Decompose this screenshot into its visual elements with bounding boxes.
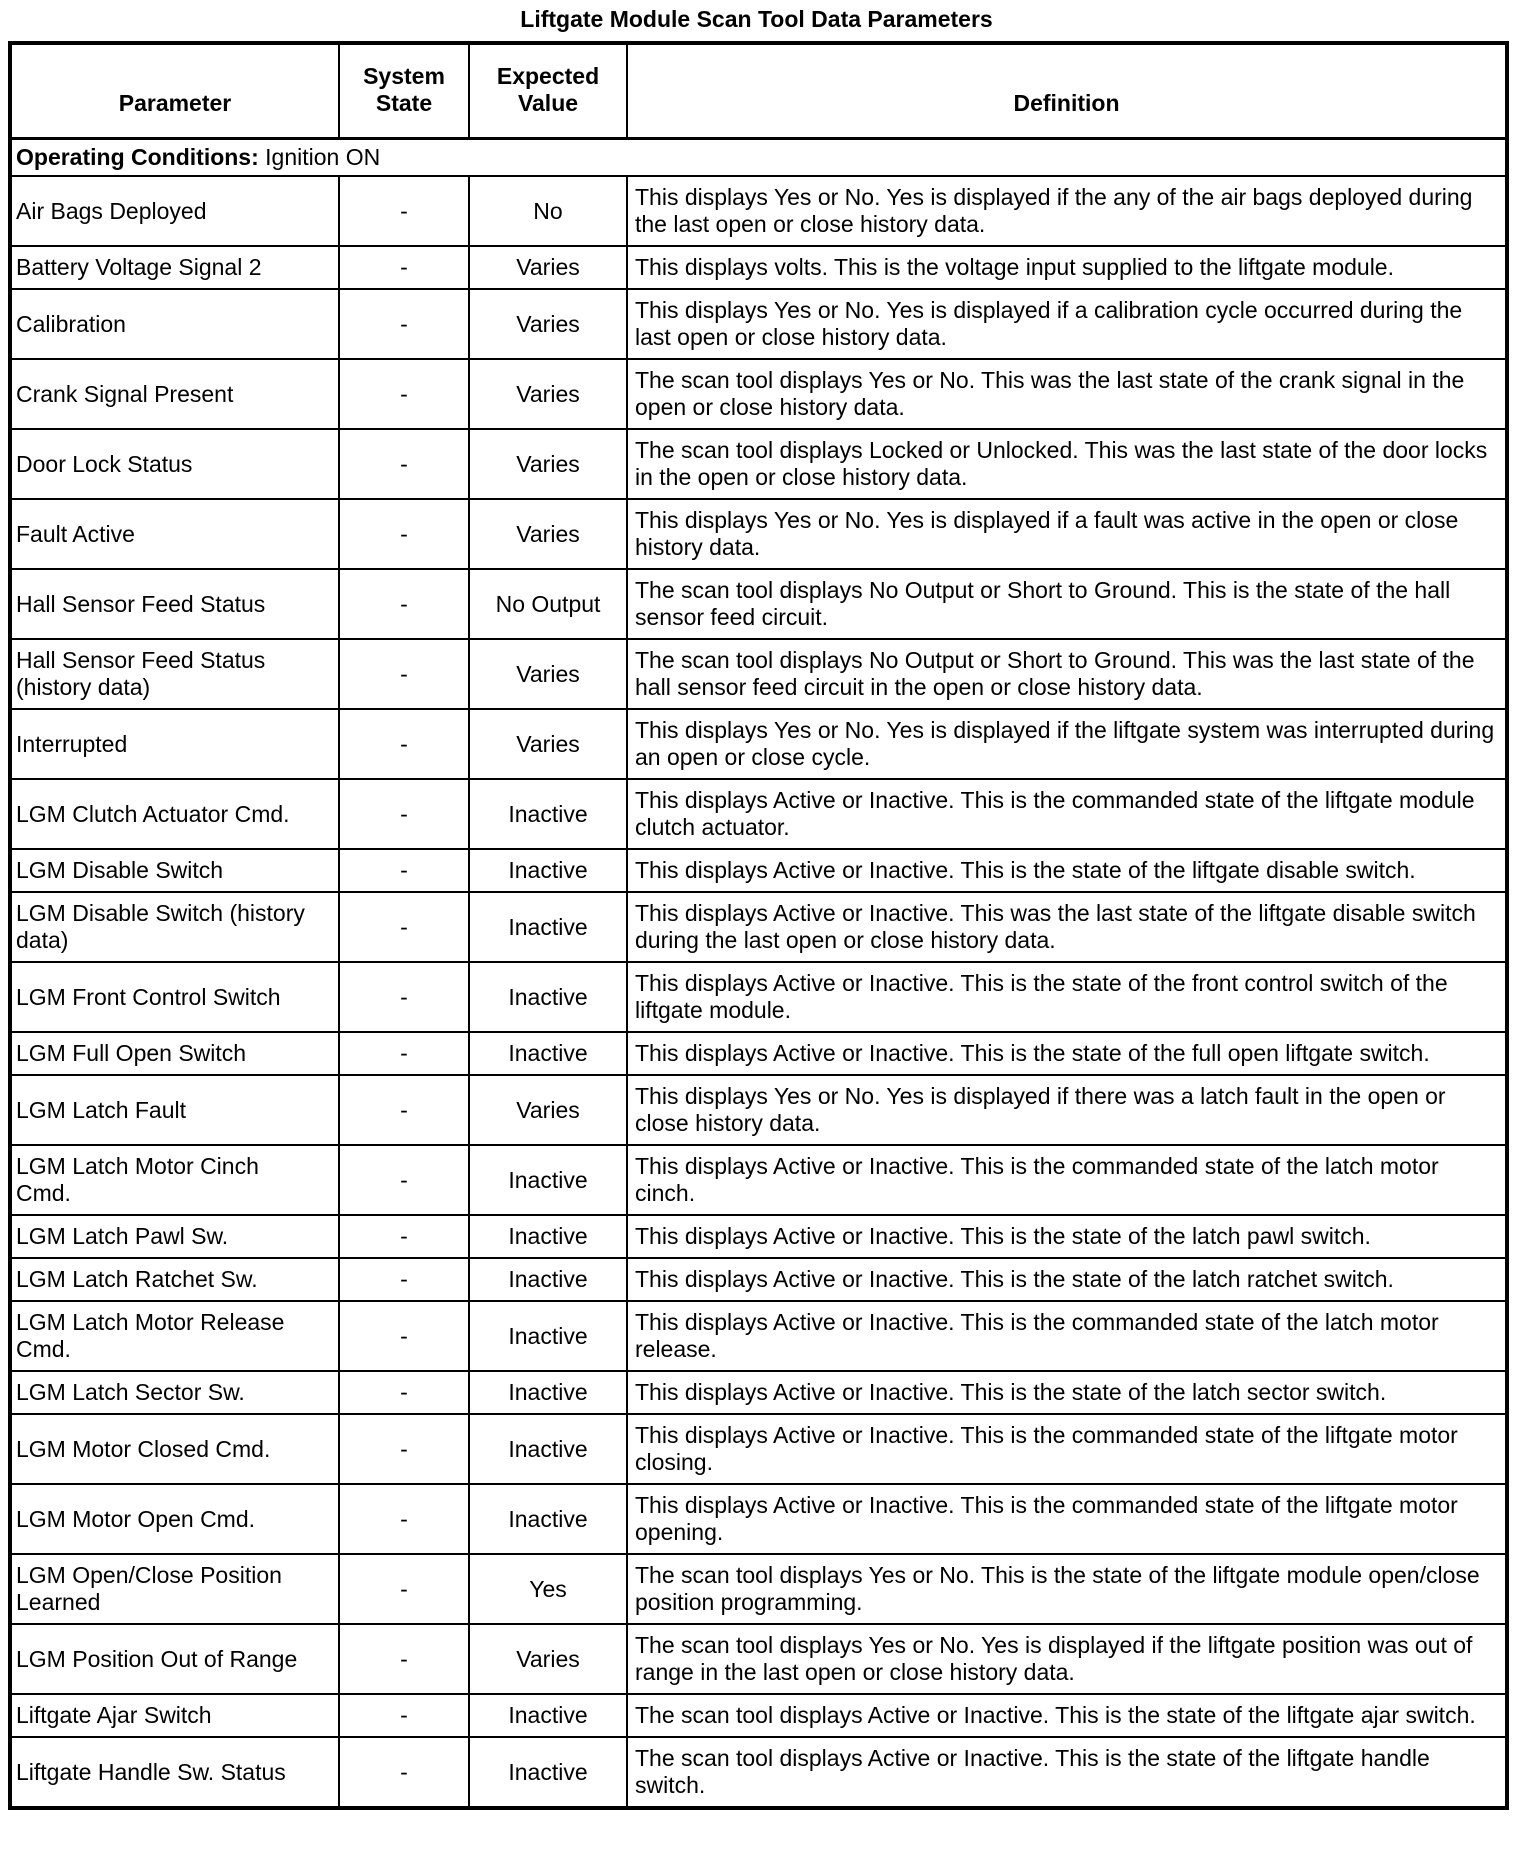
- table-row: [10, 289, 1507, 359]
- system-state-cell: -: [339, 1145, 469, 1215]
- operating-conditions-label: Operating Conditions:: [16, 143, 259, 170]
- system-state-cell: -: [339, 1554, 469, 1624]
- parameter-cell: Interrupted: [10, 709, 339, 779]
- parameter-cell: LGM Front Control Switch: [10, 962, 339, 1032]
- expected-value-cell: Inactive: [469, 1694, 627, 1737]
- definition-cell: This displays Active or Inactive. This was the last state of the liftgate disable switch during the last open or close history data.: [627, 892, 1507, 962]
- table-row: [10, 1075, 1507, 1145]
- definition-cell: This displays Active or Inactive. This is the commanded state of the liftgate motor closing.: [627, 1414, 1507, 1484]
- table-row: [10, 1484, 1507, 1554]
- system-state-cell: -: [339, 1371, 469, 1414]
- table-row: [10, 1215, 1507, 1258]
- table-row: [10, 246, 1507, 289]
- parameter-cell: LGM Motor Closed Cmd.: [10, 1414, 339, 1484]
- table-row: [10, 962, 1507, 1032]
- table-row: [10, 176, 1507, 246]
- expected-value-cell: Varies: [469, 499, 627, 569]
- expected-value-cell: Inactive: [469, 1484, 627, 1554]
- definition-cell: This displays Active or Inactive. This is the state of the latch sector switch.: [627, 1371, 1507, 1414]
- table-row: [10, 1414, 1507, 1484]
- expected-value-cell: No: [469, 176, 627, 246]
- system-state-cell: -: [339, 1032, 469, 1075]
- definition-cell: This displays Active or Inactive. This is the state of the front control switch of the liftgate module.: [627, 962, 1507, 1032]
- expected-value-cell: Inactive: [469, 1737, 627, 1808]
- expected-value-cell: Varies: [469, 1624, 627, 1694]
- table-row: [10, 1554, 1507, 1624]
- system-state-cell: -: [339, 429, 469, 499]
- definition-cell: This displays Yes or No. Yes is displayed if a fault was active in the open or close history data.: [627, 499, 1507, 569]
- system-state-cell: -: [339, 1624, 469, 1694]
- system-state-cell: -: [339, 709, 469, 779]
- expected-value-cell: Inactive: [469, 1414, 627, 1484]
- table-row: [10, 359, 1507, 429]
- table-row: [10, 1032, 1507, 1075]
- page-title: Liftgate Module Scan Tool Data Parameters: [520, 6, 993, 32]
- expected-value-cell: Varies: [469, 429, 627, 499]
- system-state-cell: -: [339, 892, 469, 962]
- definition-cell: This displays Active or Inactive. This is the commanded state of the liftgate motor opening.: [627, 1484, 1507, 1554]
- definition-cell: The scan tool displays No Output or Short to Ground. This was the last state of the hall sensor feed circuit in the open or close history data.: [627, 639, 1507, 709]
- parameter-cell: Crank Signal Present: [10, 359, 339, 429]
- table-row: [10, 1371, 1507, 1414]
- expected-value-cell: Varies: [469, 246, 627, 289]
- system-state-cell: -: [339, 499, 469, 569]
- operating-conditions-row: [10, 138, 1507, 176]
- column-header-definition: Definition: [627, 43, 1507, 138]
- definition-cell: The scan tool displays Locked or Unlocked. This was the last state of the door locks in the open or close history data.: [627, 429, 1507, 499]
- column-header-parameter: Parameter: [10, 43, 339, 138]
- parameter-cell: LGM Motor Open Cmd.: [10, 1484, 339, 1554]
- system-state-cell: -: [339, 1484, 469, 1554]
- parameter-cell: Hall Sensor Feed Status: [10, 569, 339, 639]
- expected-value-cell: Inactive: [469, 1258, 627, 1301]
- system-state-cell: -: [339, 849, 469, 892]
- system-state-cell: -: [339, 1075, 469, 1145]
- expected-value-cell: Yes: [469, 1554, 627, 1624]
- operating-conditions-cell: [10, 138, 1507, 176]
- definition-cell: This displays Yes or No. Yes is displayed if the liftgate system was interrupted during an open or close cycle.: [627, 709, 1507, 779]
- expected-value-cell: Inactive: [469, 1145, 627, 1215]
- parameter-cell: Liftgate Ajar Switch: [10, 1694, 339, 1737]
- parameter-cell: LGM Clutch Actuator Cmd.: [10, 779, 339, 849]
- parameter-cell: LGM Full Open Switch: [10, 1032, 339, 1075]
- expected-value-cell: Inactive: [469, 962, 627, 1032]
- table-row: [10, 429, 1507, 499]
- system-state-cell: -: [339, 569, 469, 639]
- system-state-cell: -: [339, 639, 469, 709]
- definition-cell: This displays volts. This is the voltage input supplied to the liftgate module.: [627, 246, 1507, 289]
- expected-value-cell: Varies: [469, 709, 627, 779]
- parameter-cell: Battery Voltage Signal 2: [10, 246, 339, 289]
- system-state-cell: -: [339, 779, 469, 849]
- parameter-cell: LGM Latch Motor Release Cmd.: [10, 1301, 339, 1371]
- parameter-cell: LGM Disable Switch: [10, 849, 339, 892]
- definition-cell: This displays Active or Inactive. This is the commanded state of the latch motor release.: [627, 1301, 1507, 1371]
- system-state-cell: -: [339, 962, 469, 1032]
- table-row: [10, 1258, 1507, 1301]
- expected-value-cell: Varies: [469, 359, 627, 429]
- table-row: [10, 1301, 1507, 1371]
- system-state-cell: -: [339, 176, 469, 246]
- parameter-cell: LGM Latch Fault: [10, 1075, 339, 1145]
- definition-cell: This displays Yes or No. Yes is displayed if there was a latch fault in the open or close history data.: [627, 1075, 1507, 1145]
- definition-cell: The scan tool displays Yes or No. This was the last state of the crank signal in the open or close history data.: [627, 359, 1507, 429]
- parameter-cell: Door Lock Status: [10, 429, 339, 499]
- expected-value-cell: Inactive: [469, 892, 627, 962]
- table-row: [10, 709, 1507, 779]
- table-row: [10, 1694, 1507, 1737]
- parameter-cell: Fault Active: [10, 499, 339, 569]
- definition-cell: The scan tool displays Active or Inactive. This is the state of the liftgate ajar switch.: [627, 1694, 1507, 1737]
- table-row: [10, 499, 1507, 569]
- definition-cell: This displays Active or Inactive. This is the commanded state of the latch motor cinch.: [627, 1145, 1507, 1215]
- expected-value-cell: Varies: [469, 289, 627, 359]
- expected-value-cell: Varies: [469, 639, 627, 709]
- parameter-cell: Hall Sensor Feed Status (history data): [10, 639, 339, 709]
- definition-cell: This displays Yes or No. Yes is displayed if a calibration cycle occurred during the last open or close history data.: [627, 289, 1507, 359]
- definition-cell: The scan tool displays Active or Inactive. This is the state of the liftgate handle switch.: [627, 1737, 1507, 1808]
- parameter-cell: Air Bags Deployed: [10, 176, 339, 246]
- system-state-cell: -: [339, 1694, 469, 1737]
- definition-cell: The scan tool displays No Output or Short to Ground. This is the state of the hall sensor feed circuit.: [627, 569, 1507, 639]
- definition-cell: This displays Active or Inactive. This is the state of the full open liftgate switch.: [627, 1032, 1507, 1075]
- expected-value-cell: Inactive: [469, 1301, 627, 1371]
- system-state-cell: -: [339, 1737, 469, 1808]
- expected-value-cell: Inactive: [469, 1032, 627, 1075]
- definition-cell: The scan tool displays Yes or No. Yes is displayed if the liftgate position was out of range in the last open or close history data.: [627, 1624, 1507, 1694]
- table-header-row: [10, 43, 1507, 138]
- parameter-cell: Calibration: [10, 289, 339, 359]
- parameter-cell: LGM Position Out of Range: [10, 1624, 339, 1694]
- definition-cell: The scan tool displays Yes or No. This is the state of the liftgate module open/close position programming.: [627, 1554, 1507, 1624]
- operating-conditions-value: Ignition ON: [265, 143, 381, 170]
- expected-value-cell: Inactive: [469, 1215, 627, 1258]
- system-state-cell: -: [339, 246, 469, 289]
- system-state-cell: -: [339, 1414, 469, 1484]
- system-state-cell: -: [339, 1215, 469, 1258]
- expected-value-cell: Inactive: [469, 1371, 627, 1414]
- definition-cell: This displays Yes or No. Yes is displayed if the any of the air bags deployed during the last open or close history data.: [627, 176, 1507, 246]
- definition-cell: This displays Active or Inactive. This is the state of the liftgate disable switch.: [627, 849, 1507, 892]
- expected-value-cell: Varies: [469, 1075, 627, 1145]
- system-state-cell: -: [339, 289, 469, 359]
- column-header-expected-value: Expected Value: [469, 43, 627, 138]
- parameter-cell: LGM Latch Ratchet Sw.: [10, 1258, 339, 1301]
- table-row: [10, 1145, 1507, 1215]
- parameter-cell: LGM Disable Switch (history data): [10, 892, 339, 962]
- parameter-cell: LGM Latch Pawl Sw.: [10, 1215, 339, 1258]
- table-row: [10, 569, 1507, 639]
- column-header-system-state: System State: [339, 43, 469, 138]
- parameter-cell: Liftgate Handle Sw. Status: [10, 1737, 339, 1808]
- table-row: [10, 779, 1507, 849]
- definition-cell: This displays Active or Inactive. This is the commanded state of the liftgate module clutch actuator.: [627, 779, 1507, 849]
- expected-value-cell: Inactive: [469, 779, 627, 849]
- table-row: [10, 892, 1507, 962]
- table-row: [10, 849, 1507, 892]
- parameter-cell: LGM Latch Sector Sw.: [10, 1371, 339, 1414]
- expected-value-cell: Inactive: [469, 849, 627, 892]
- table-row: [10, 1624, 1507, 1694]
- system-state-cell: -: [339, 1301, 469, 1371]
- table-body: [10, 138, 1507, 1808]
- definition-cell: This displays Active or Inactive. This is the state of the latch ratchet switch.: [627, 1258, 1507, 1301]
- parameter-cell: LGM Open/Close Position Learned: [10, 1554, 339, 1624]
- system-state-cell: -: [339, 1258, 469, 1301]
- parameter-cell: LGM Latch Motor Cinch Cmd.: [10, 1145, 339, 1215]
- scan-tool-data-table: [8, 41, 1509, 1810]
- expected-value-cell: No Output: [469, 569, 627, 639]
- system-state-cell: -: [339, 359, 469, 429]
- table-row: [10, 639, 1507, 709]
- table-row: [10, 1737, 1507, 1808]
- definition-cell: This displays Active or Inactive. This is the state of the latch pawl switch.: [627, 1215, 1507, 1258]
